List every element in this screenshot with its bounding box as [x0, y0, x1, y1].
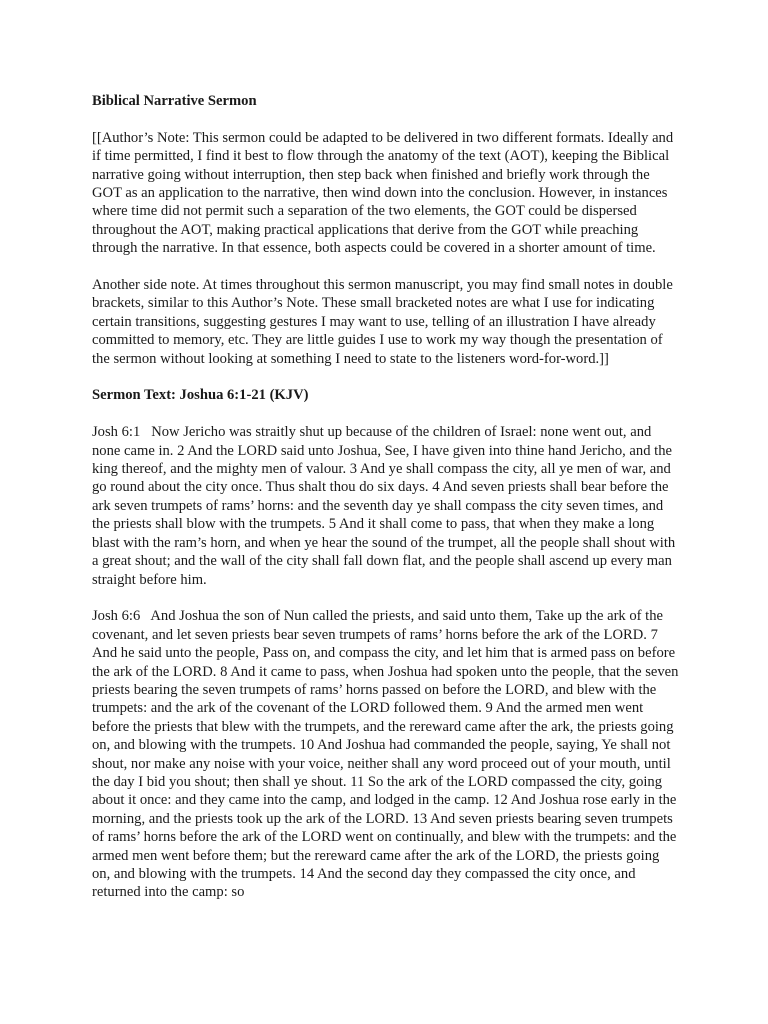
scripture-passage-2: Josh 6:6 And Joshua the son of Nun called the priests, and said unto them, Take up the ark of the covenant, and let seven priests bear seven trumpets of rams’ horns before the ark of the LORD. 7 And he said unto the people, Pass on, and compass the city, and let him that is armed pass on before the ark of the LORD. 8 And it came to pass, when Joshua had spoken unto the people, that the seven priests bearing the seven trumpets of rams’ horns passed on before the LORD, and blew with the trumpets: and the ark of the covenant of the LORD followed them. 9 And the armed men went before the priests that blew with the trumpets, and the rereward came after the ark, the priests going on, and blowing with the trumpets. 10 And Joshua had commanded the people, saying, Ye shall not shout, nor make any noise with your voice, neither shall any word proceed out of your mouth, until the day I bid you shout; then shall ye shout. 11 So the ark of the LORD compassed the city, going about it once: and they came into the camp, and lodged in the camp. 12 And Joshua rose early in the morning, and the priests took up the ark of the LORD. 13 And seven priests bearing seven trumpets of rams’ horns before the ark of the LORD went on continually, and blew with the trumpets: and the armed men went before them; but the rereward came after the ark of the LORD, the priests going on, and blowing with the trumpets. 14 And the second day they compassed the city once, and returned into the camp: so: [92, 608, 683, 901]
side-note-paragraph: Another side note. At times throughout this sermon manuscript, you may find small notes in double brackets, similar to this Author’s Note. These small bracketed notes are what I use for indicating certain transitions, suggesting gestures I may want to use, telling of an illustration I have already committed to memory, etc. They are little guides I use to work my way though the presentation of the sermon without looking at something I need to state to the listeners word-for-word.]]: [92, 277, 673, 367]
sermon-text-heading: Sermon Text: Joshua 6:1-21 (KJV): [92, 387, 309, 404]
document-page: [92, 92, 683, 920]
authors-note-paragraph: [[Author’s Note: This sermon could be adapted to be delivered in two different formats. Ideally and if time permitted, I find it best to flow through the anatomy of the text (AOT), keeping the Biblical narrative going without interruption, then step back when finished and briefly work through the GOT as an application to the narrative, then wind down into the conclusion. However, in instances where time did not permit such a separation of the two elements, the GOT could be dispersed throughout the AOT, making practical applications that derive from the GOT while preaching through the narrative. In that essence, both aspects could be covered in a shorter amount of time.: [92, 129, 674, 257]
scripture-passage-1: Josh 6:1 Now Jericho was straitly shut up because of the children of Israel: none went out, and none came in. 2 And the LORD said unto Joshua, See, I have given into thine hand Jericho, and the king thereof, and the mighty men of valour. 3 And ye shall compass the city, all ye men of war, and go round about the city once. Thus shalt thou do six days. 4 And seven priests shall bear before the ark seven trumpets of rams’ horns: and the seventh day ye shall compass the city seven times, and the priests shall blow with the trumpets. 5 And it shall come to pass, that when they make a long blast with the ram’s horn, and when ye hear the sound of the trumpet, all the people shall shout with a great shout; and the wall of the city shall fall down flat, and the people shall ascend up every man straight before him.: [92, 424, 679, 588]
document-title: Biblical Narrative Sermon: [92, 93, 257, 109]
